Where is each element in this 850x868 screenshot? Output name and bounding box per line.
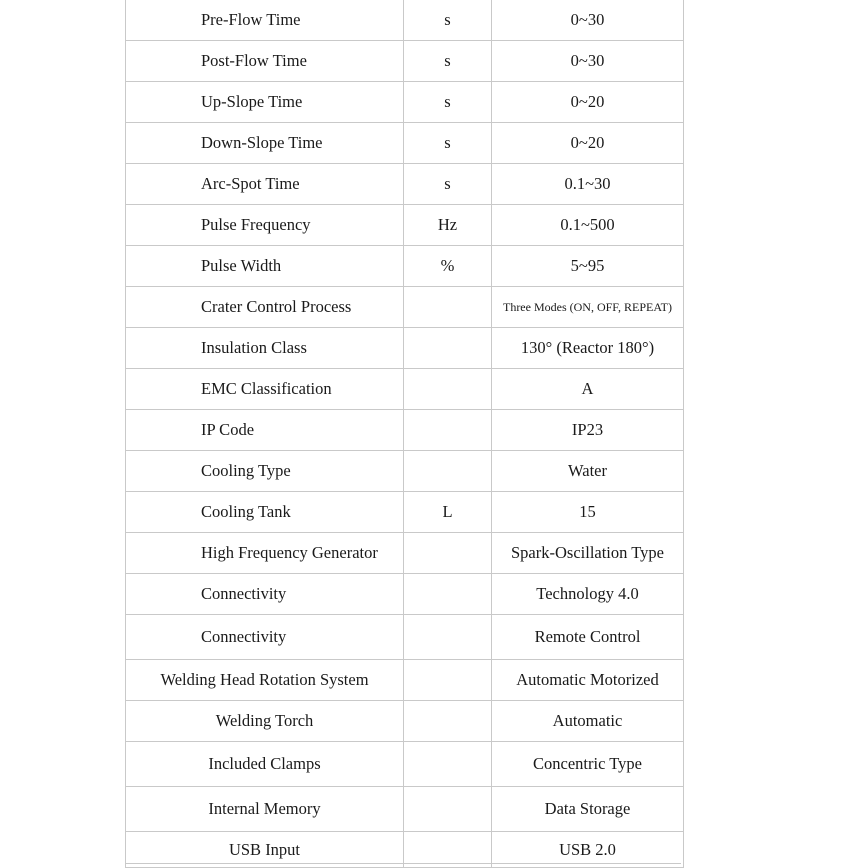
spec-range: Automatic — [492, 701, 684, 742]
spec-range: Data Storage — [492, 787, 684, 832]
spec-range: 15 — [492, 492, 684, 533]
table-row — [126, 41, 684, 82]
table-row — [126, 533, 684, 574]
spec-unit: s — [404, 41, 492, 82]
table-row — [126, 615, 684, 660]
spec-name: Pre-Flow Time — [126, 0, 404, 41]
spec-range: Technology 4.0 — [492, 574, 684, 615]
spec-name: Connectivity — [126, 574, 404, 615]
spec-name: Up-Slope Time — [126, 82, 404, 123]
spec-unit: % — [404, 246, 492, 287]
spec-range: 0.1~500 — [492, 205, 684, 246]
spec-unit — [404, 787, 492, 832]
spec-unit — [404, 369, 492, 410]
spec-name: USB Input — [126, 832, 404, 868]
table-row — [126, 451, 684, 492]
table-row — [126, 410, 684, 451]
spec-name: Arc-Spot Time — [126, 164, 404, 205]
spec-range: USB 2.0 — [492, 832, 684, 868]
table-row — [126, 742, 684, 787]
spec-range: Automatic Motorized — [492, 660, 684, 701]
spec-unit: s — [404, 0, 492, 41]
table-row — [126, 369, 684, 410]
spec-name: Cooling Type — [126, 451, 404, 492]
table-row — [126, 660, 684, 701]
spec-unit — [404, 701, 492, 742]
spec-table — [125, 0, 684, 868]
spec-range: Remote Control — [492, 615, 684, 660]
table-row — [126, 787, 684, 832]
spec-name: Pulse Frequency — [126, 205, 404, 246]
spec-unit — [404, 533, 492, 574]
spec-name: Down-Slope Time — [126, 123, 404, 164]
table-row — [126, 82, 684, 123]
table-row — [126, 164, 684, 205]
table-row — [126, 701, 684, 742]
spec-name: IP Code — [126, 410, 404, 451]
spec-range: 0~20 — [492, 123, 684, 164]
spec-unit: s — [404, 123, 492, 164]
table-row — [126, 287, 684, 328]
spec-name: Internal Memory — [126, 787, 404, 832]
spec-unit — [404, 287, 492, 328]
spec-range: 0.1~30 — [492, 164, 684, 205]
spec-name: Connectivity — [126, 615, 404, 660]
spec-range: 0~30 — [492, 41, 684, 82]
table-row — [126, 328, 684, 369]
spec-unit — [404, 615, 492, 660]
spec-unit — [404, 660, 492, 701]
spec-name: Crater Control Process — [126, 287, 404, 328]
spec-unit — [404, 410, 492, 451]
spec-range: Water — [492, 451, 684, 492]
spec-name: Included Clamps — [126, 742, 404, 787]
spec-unit — [404, 451, 492, 492]
table-row — [126, 205, 684, 246]
spec-range: IP23 — [492, 410, 684, 451]
spec-range: 0~30 — [492, 0, 684, 41]
table-row — [126, 123, 684, 164]
spec-range: Three Modes (ON, OFF, REPEAT) — [492, 287, 684, 328]
table-row — [126, 0, 684, 41]
spec-range: Spark-Oscillation Type — [492, 533, 684, 574]
spec-unit — [404, 574, 492, 615]
spec-range: 130° (Reactor 180°) — [492, 328, 684, 369]
spec-name: EMC Classification — [126, 369, 404, 410]
spec-unit: s — [404, 82, 492, 123]
spec-range: Concentric Type — [492, 742, 684, 787]
spec-name: High Frequency Generator — [126, 533, 404, 574]
spec-name: Welding Torch — [126, 701, 404, 742]
spec-unit: s — [404, 164, 492, 205]
spec-range: 0~20 — [492, 82, 684, 123]
spec-unit — [404, 328, 492, 369]
spec-name: Welding Head Rotation System — [126, 660, 404, 701]
spec-name: Pulse Width — [126, 246, 404, 287]
table-bottom-divider — [125, 863, 681, 864]
table-row — [126, 574, 684, 615]
spec-range: 5~95 — [492, 246, 684, 287]
spec-name: Insulation Class — [126, 328, 404, 369]
table-row — [126, 246, 684, 287]
spec-unit — [404, 742, 492, 787]
spec-unit: Hz — [404, 205, 492, 246]
spec-name: Post-Flow Time — [126, 41, 404, 82]
spec-name: Cooling Tank — [126, 492, 404, 533]
spec-unit: L — [404, 492, 492, 533]
spec-range: A — [492, 369, 684, 410]
table-row — [126, 492, 684, 533]
